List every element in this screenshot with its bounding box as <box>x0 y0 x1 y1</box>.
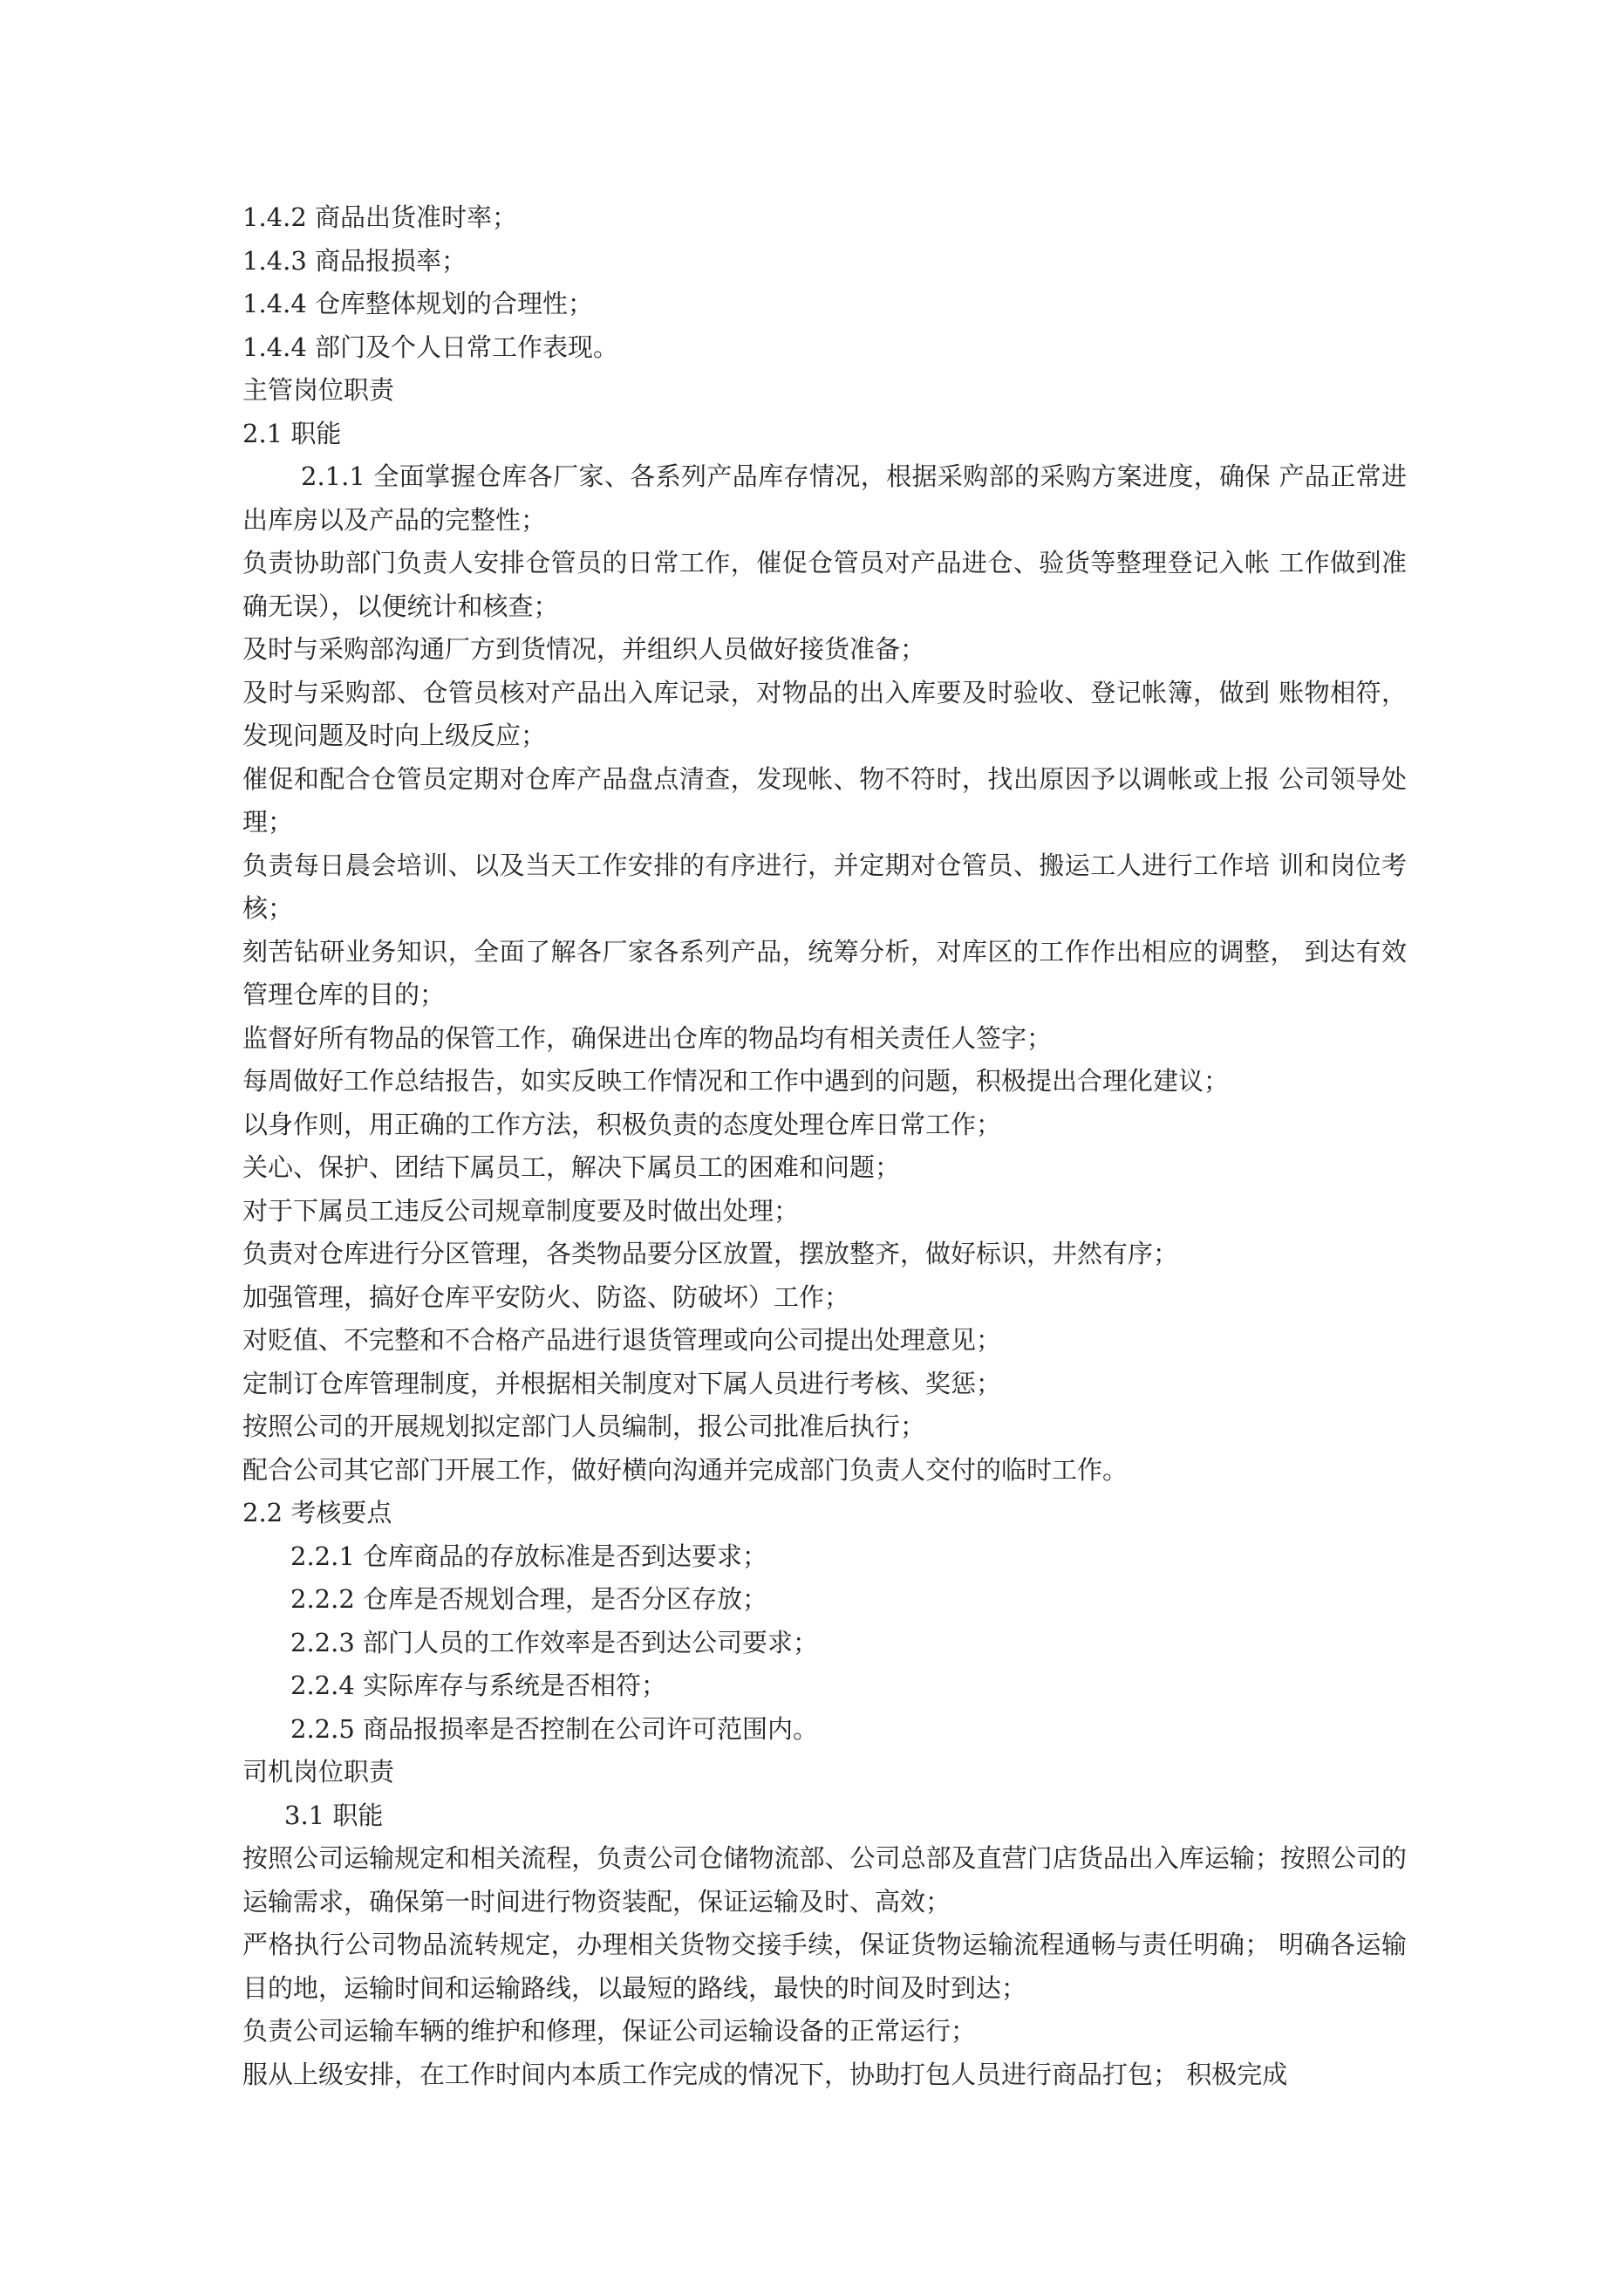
duty-paragraph: 对贬值、不完整和不合格产品进行退货管理或向公司提出处理意见； <box>242 1325 1002 1355</box>
assessment-item: 2.2.5 商品报损率是否控制在公司许可范围内。 <box>290 1713 819 1744</box>
duty-paragraph: 按照公司的开展规划拟定部门人员编制，报公司批准后执行； <box>242 1411 926 1441</box>
duty-paragraph: 对于下属员工违反公司规章制度要及时做出处理； <box>242 1195 800 1226</box>
duty-paragraph: 负责每日晨会培训、以及当天工作安排的有序进行，并定期对仓管员、搬运工人进行工作培 训和岗位考核； <box>242 850 1407 923</box>
duty-paragraph: 加强管理，搞好仓库平安防火、防盗、防破坏）工作； <box>242 1281 850 1312</box>
duty-paragraph: 及时与采购部、仓管员核对产品出入库记录，对物品的出入库要及时验收、登记帐簿，做到 账物相符，发现问题及时向上级反应； <box>242 677 1407 750</box>
assessment-item: 2.2.1 仓库商品的存放标准是否到达要求； <box>290 1541 768 1571</box>
assessment-item: 2.2.3 部门人员的工作效率是否到达公司要求； <box>290 1627 819 1657</box>
driver-duty-paragraph: 服从上级安排，在工作时间内本质工作完成的情况下，协助打包人员进行商品打包； 积极完成 <box>242 2059 1288 2089</box>
assessment-item: 2.2.4 实际库存与系统是否相符； <box>290 1671 667 1700</box>
duty-paragraph: 关心、保护、团结下属员工，解决下属员工的困难和问题； <box>242 1152 901 1182</box>
document-body <box>242 196 1407 2096</box>
duty-paragraph: 负责协助部门负责人安排仓管员的日常工作，催促仓管员对产品进仓、验货等整理登记入帐 工作做到准确无误），以便统计和核查； <box>242 548 1407 621</box>
criteria-item: 1.4.3 商品报损率； <box>242 245 467 276</box>
criteria-item: 1.4.2 商品出货准时率； <box>242 202 518 232</box>
subsection-heading-2-2: 2.2 考核要点 <box>242 1498 392 1527</box>
duty-paragraph: 配合公司其它部门开展工作，做好横向沟通并完成部门负责人交付的临时工作。 <box>242 1454 1129 1485</box>
subsection-heading-2-1: 2.1 职能 <box>242 418 342 448</box>
driver-duty-paragraph: 严格执行公司物品流转规定，办理相关货物交接手续，保证货物运输流程通畅与责任明确； 明确各运输目的地，运输时间和运输路线，以最短的路线，最快的时间及时到达； <box>242 1930 1407 2003</box>
duty-paragraph: 以身作则，用正确的工作方法，积极负责的态度处理仓库日常工作； <box>242 1109 1002 1139</box>
assessment-item: 2.2.2 仓库是否规划合理，是否分区存放； <box>290 1584 768 1614</box>
duty-paragraph: 及时与采购部沟通厂方到货情况，并组织人员做好接货准备； <box>242 634 926 664</box>
subsection-heading-3-1: 3.1 职能 <box>284 1800 384 1830</box>
duty-paragraph: 2.1.1 全面掌握仓库各厂家、各系列产品库存情况，根据采购部的采购方案进度，确保 产品正常进出库房以及产品的完整性； <box>242 461 1407 535</box>
duty-paragraph: 催促和配合仓管员定期对仓库产品盘点清查，发现帐、物不符时，找出原因予以调帐或上报 公司领导处理； <box>242 763 1407 837</box>
criteria-item: 1.4.4 部门及个人日常工作表现。 <box>242 331 619 362</box>
section-heading-supervisor: 主管岗位职责 <box>242 375 395 405</box>
section-heading-driver: 司机岗位职责 <box>242 1757 395 1787</box>
criteria-item: 1.4.4 仓库整体规划的合理性； <box>242 289 594 318</box>
driver-duty-paragraph: 按照公司运输规定和相关流程，负责公司仓储物流部、公司总部及直营门店货品出入库运输；按照公司的运输需求，确保第一时间进行物资装配，保证运输及时、高效； <box>242 1843 1407 1917</box>
duty-paragraph: 负责对仓库进行分区管理，各类物品要分区放置，摆放整齐，做好标识，井然有序； <box>242 1239 1179 1268</box>
driver-duty-paragraph: 负责公司运输车辆的维护和修理，保证公司运输设备的正常运行； <box>242 2016 977 2046</box>
duty-paragraph: 监督好所有物品的保管工作，确保进出仓库的物品均有相关责任人签字； <box>242 1022 1053 1053</box>
duty-paragraph: 定制订仓库管理制度，并根据相关制度对下属人员进行考核、奖惩； <box>242 1368 1002 1398</box>
duty-paragraph: 刻苦钻研业务知识，全面了解各厂家各系列产品，统筹分析，对库区的工作作出相应的调整， 到达有效管理仓库的目的； <box>242 936 1407 1009</box>
duty-paragraph: 每周做好工作总结报告，如实反映工作情况和工作中遇到的问题，积极提出合理化建议； <box>242 1066 1230 1096</box>
